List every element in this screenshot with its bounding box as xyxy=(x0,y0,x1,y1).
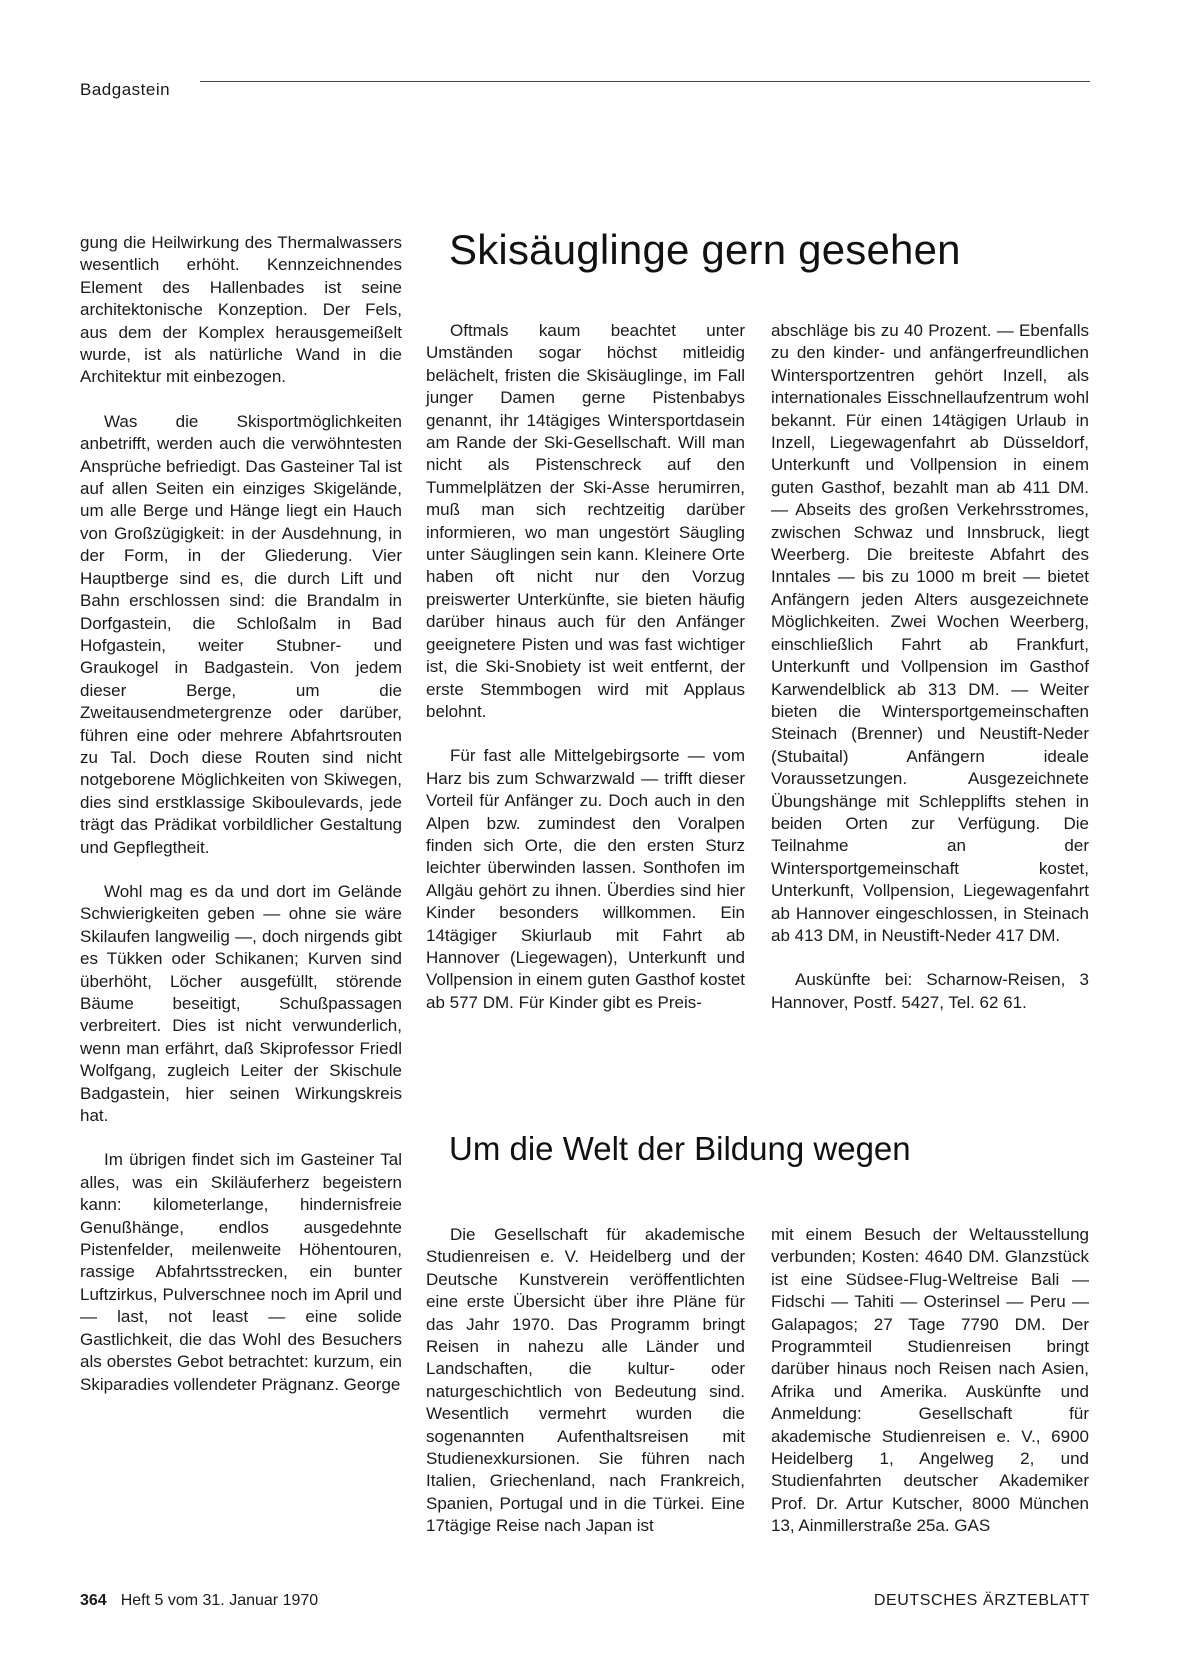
article-1-paragraph: abschläge bis zu 40 Prozent. — Ebenfalls zu den kinder- und anfängerfreundlichen Wintersportzentren gehört Inzell, als internationales Eisschnellaufzentrum wohl bekannt. Für einen 14tägigen Urlaub in Inzell, Liegewagenfahrt ab Düsseldorf, Unterkunft und Vollpension in einem guten Gasthof, bezahlt man ab 411 DM. — Abseits des großen Verkehrsstromes, zwischen Schwaz und Innsbruck, liegt Weerberg. Die breiteste Abfahrt des Inntales — bis zu 1000 m breit — bietet Anfängern jeden Alters ausgezeichnete Möglichkeiten. Zwei Wochen Weerberg, einschließlich Fahrt ab Frankfurt, Unterkunft und Vollpension im Gasthof Karwendelblick ab 313 DM. — Weiter bieten die Wintersportgemeinschaften Steinach (Brenner) und Neustift-Neder (Stubaital) Anfängern ideale Voraussetzungen. Ausgezeichnete Übungshänge mit Schlepplifts stehen in beiden Orten zur Verfügung. Die Teilnahme an der Wintersportgemeinschaft kostet, Unterkunft, Vollpension, Liegewagenfahrt ab Hannover eingeschlossen, in Steinach ab 413 DM, in Neustift-Neder 417 DM. xyxy=(771,321,1089,945)
left-paragraph: gung die Heilwirkung des Thermalwassers wesentlich erhöht. Kennzeichnendes Element des Hallenbades ist seine architektonische Konzeption. Der Fels, aus dem der Komplex herausgemeißelt wurde, ist als natürliche Wand in die Architektur mit einbezogen. xyxy=(80,233,402,387)
article-2-paragraph: Die Gesellschaft für akademische Studienreisen e. V. Heidelberg und der Deutsche Kunstverein veröffentlichten eine erste Übersicht über ihre Pläne für das Jahr 1970. Das Programm bringt Reisen in nahezu alle Länder und Landschaften, die kultur- oder naturgeschichtlich von Bedeutung sind. Wesentlich vermehrt wurden die sogenannten Aufenthaltsreisen mit Studienexkursionen. Sie führen nach Italien, Griechenland, nach Frankreich, Spanien, Portugal und in die Türkei. Eine 17tägige Reise nach Japan ist xyxy=(426,1225,745,1536)
article-1-paragraph: Oftmals kaum beachtet unter Umständen sogar höchst mitleidig belächelt, fristen die Skisäuglinge, im Fall junger Damen gerne Pistenbabys genannt, ihr 14tägiges Wintersportdasein am Rande der Ski-Gesellschaft. Will man nicht als Pistenschreck auf den Tummelplätzen der Ski-Asse herumirren, muß man sich rechtzeitig darüber informieren, wo man ungestört Säugling unter Säuglingen sein kann. Kleinere Orte haben oft nicht nur den Vorzug preiswerter Unterkünfte, sie bieten häufig darüber hinaus auch für den Anfänger geeignetere Pisten und was fast wichtiger ist, die Ski-Snobiety ist weit entfernt, der erste Stemmbogen wird mit Applaus belohnt. xyxy=(426,321,745,721)
left-column xyxy=(80,232,402,1396)
article-2-headline: Um die Welt der Bildung wegen xyxy=(449,1130,911,1167)
left-paragraph: Wohl mag es da und dort im Gelände Schwierigkeiten geben — ohne sie wäre Skilaufen langweilig —, doch nirgends gibt es Tükken oder Schikanen; Kurven sind überhöht, Löcher ausgefüllt, störende Bäume beseitigt, Schußpassagen verbreitert. Dies ist nicht verwunderlich, wenn man erfährt, daß Skiprofessor Friedl Wolfgang, zugleich Leiter der Skischule Badgastein, hier seinen Wirkungskreis hat. xyxy=(80,881,402,1126)
article-2-column-1 xyxy=(426,1224,745,1538)
article-1-column-2 xyxy=(771,320,1089,1014)
publication-name: DEUTSCHES ÄRZTEBLATT xyxy=(873,1592,1090,1609)
article-1-headline: Skisäuglinge gern gesehen xyxy=(449,226,961,273)
article-1-contact: Auskünfte bei: Scharnow-Reisen, 3 Hannover, Postf. 5427, Tel. 62 61. xyxy=(771,970,1089,1012)
header-rule xyxy=(200,81,1090,82)
left-paragraph: Was die Skisportmöglichkeiten anbetrifft, werden auch die verwöhntesten Ansprüche befriedigt. Das Gasteiner Tal ist auf allen Seiten ein einziges Skigelände, um alle Berge und Hänge liegt ein Hauch von Großzügigkeit: in der Ausdehnung, in der Form, in der Gliederung. Vier Hauptberge sind es, die durch Lift und Bahn erschlossen sind: die Brandalm in Dorfgastein, die Schloßalm in Bad Hofgastein, weiter Stubner- und Graukogel in Badgastein. Von jedem dieser Berge, um die Zweitausendmetergrenze oder darüber, führen eine oder mehrere Abfahrtsrouten zu Tal. Doch diese Routen sind nicht notgeborene Möglichkeiten von Skiwegen, dies sind erstklassige Skiboulevards, jede trägt das Prädikat vorbildlicher Gestaltung und Gepflegtheit. xyxy=(80,411,402,857)
article-1-column-1 xyxy=(426,320,745,1014)
section-header: Badgastein xyxy=(80,80,171,99)
article-1-paragraph: Für fast alle Mittelgebirgsorte — vom Harz bis zum Schwarzwald — trifft dieser Vorteil für Anfänger zu. Doch auch in den Alpen bzw. zumindest den Voralpen finden sich Orte, die den ersten Sturz leichter überwinden lassen. Sonthofen im Allgäu gehört zu ihnen. Überdies sind hier Kinder besonders willkommen. Ein 14tägiger Skiurlaub mit Fahrt ab Hannover (Liegewagen), Unterkunft und Vollpension in einem guten Gasthof kostet ab 577 DM. Für Kinder gibt es Preis- xyxy=(426,746,745,1012)
footer-left xyxy=(80,1592,318,1610)
article-2-paragraph: mit einem Besuch der Weltausstellung verbunden; Kosten: 4640 DM. Glanzstück ist eine Südsee-Flug-Weltreise Bali — Fidschi — Tahiti — Osterinsel — Peru — Galapagos; 27 Tage 7790 DM. Der Programmteil Studienreisen bringt darüber hinaus noch Reisen nach Asien, Afrika und Amerika. Auskünfte und Anmeldung: Gesellschaft für akademische Studienreisen e. V., 6900 Heidelberg 1, Angelweg 2, und Studienfahrten deutscher Akademiker Prof. Dr. Artur Kutscher, 8000 München 13, Ainmillerstraße 25a. GAS xyxy=(771,1225,1089,1536)
page-number: 364 xyxy=(80,1592,107,1609)
issue-info: Heft 5 vom 31. Januar 1970 xyxy=(120,1592,319,1609)
article-2-column-2 xyxy=(771,1224,1089,1538)
left-paragraph: Im übrigen findet sich im Gasteiner Tal alles, was ein Skiläuferherz begeistern kann: kilometerlange, hindernisfreie Genußhänge, endlos ausgedehnte Pistenfelder, meilenweite Höhentouren, rassige Abfahrtsstrecken, ein bunter Luftzirkus, Pulverschnee noch im April und — last, not least — eine solide Gastlichkeit, die das Wohl des Besuchers als oberstes Gebot betrachtet: kurzum, ein Skiparadies vollendeter Prägnanz. George xyxy=(80,1150,402,1394)
